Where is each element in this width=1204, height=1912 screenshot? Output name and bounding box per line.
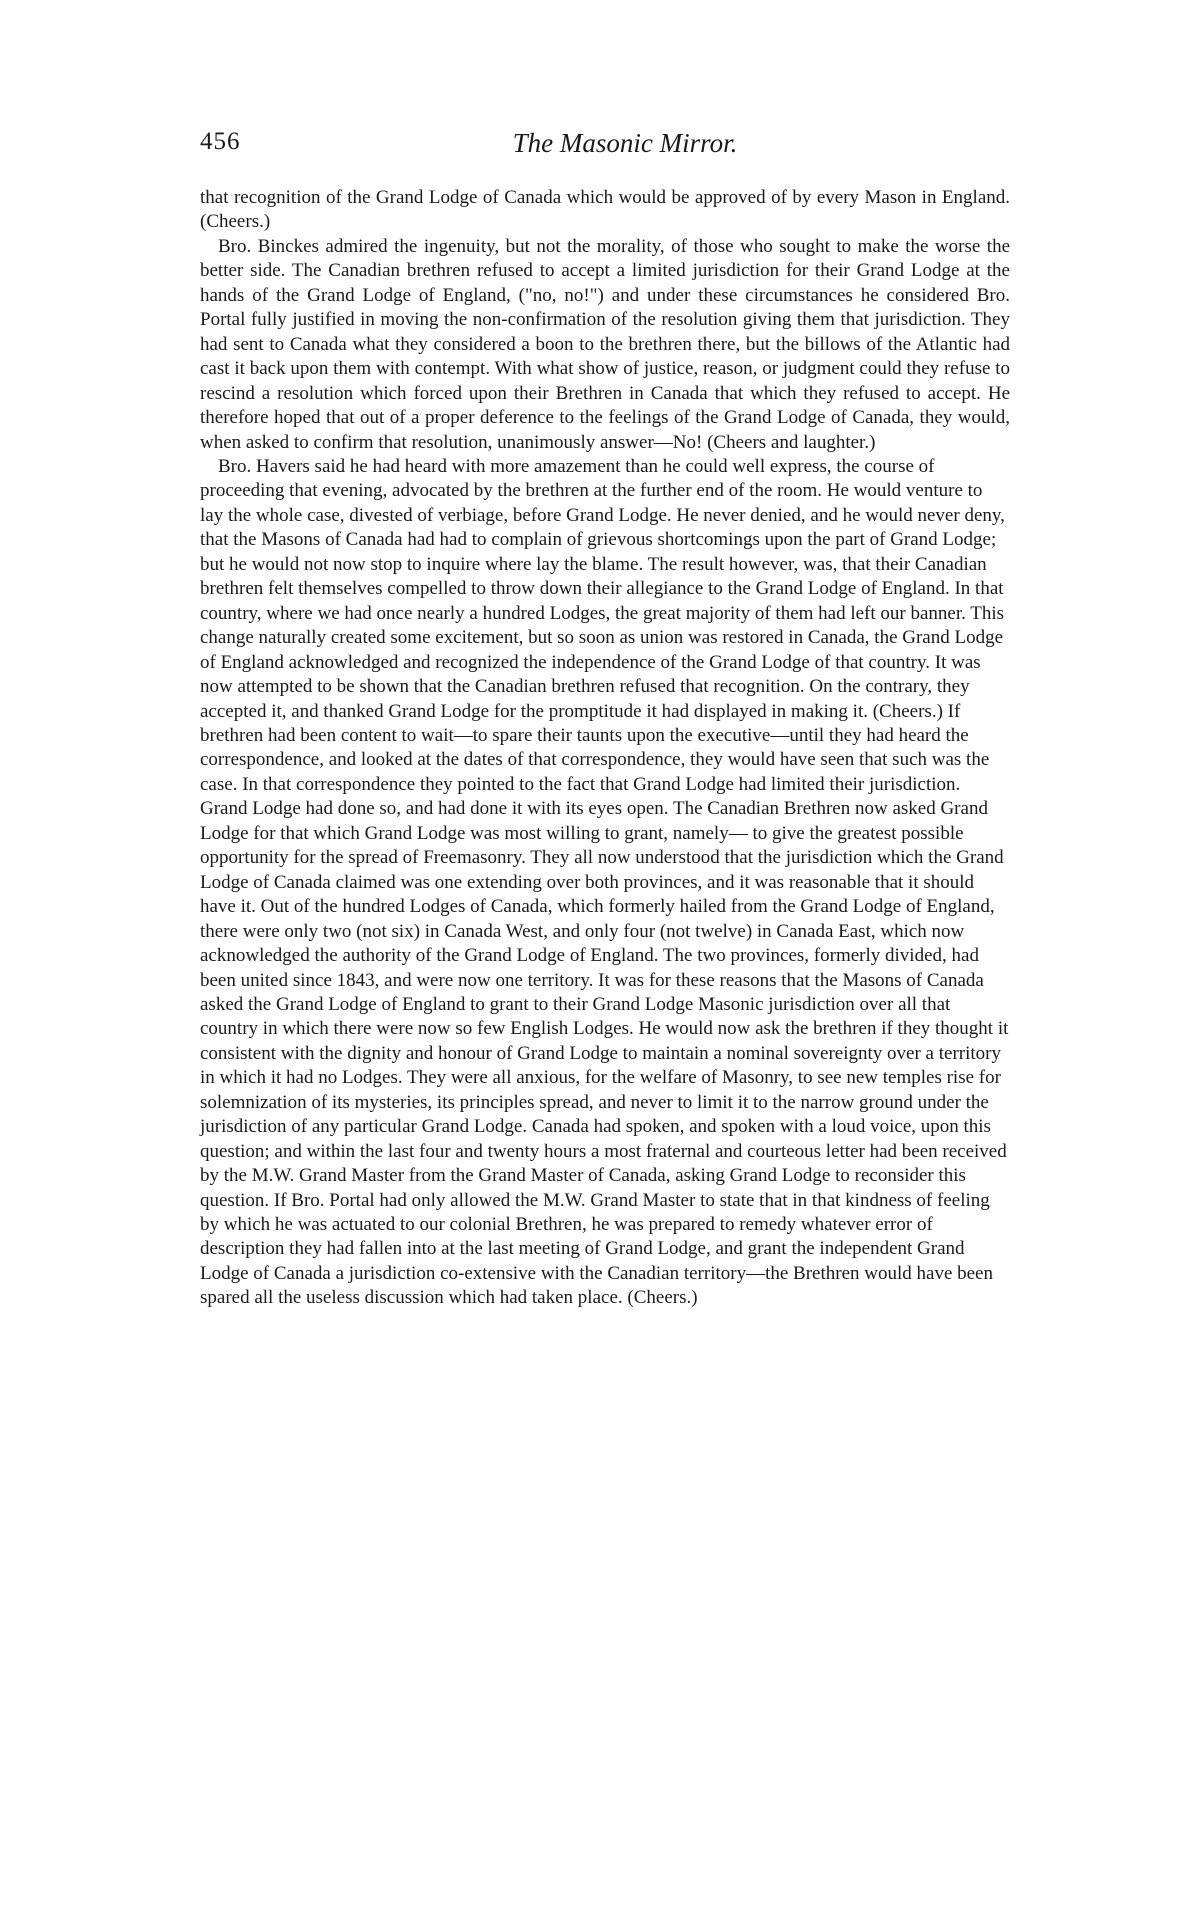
running-title: The Masonic Mirror.	[512, 128, 738, 158]
page-number: 456	[200, 128, 241, 155]
article-body	[200, 186, 1010, 1311]
paragraph-binckes: Bro. Binckes admired the ingenuity, but not the morality, of those who sought to make the worse the better side. The Canadian brethren refused to accept a limited jurisdiction for their Grand Lodge at the hands of the Grand Lodge of England, ("no, no!") and under these circumstances he considered Bro. Portal fully justified in moving the non-confirmation of the resolution giving them that jurisdiction. They had sent to Canada what they considered a boon to the brethren there, but the billows of the Atlantic had cast it back upon them with contempt. With what show of justice, reason, or judgment could they refuse to rescind a resolution which forced upon their Brethren in Canada that which they refused to accept. He therefore hoped that out of a proper deference to the feelings of the Grand Lodge of Canada, they would, when asked to confirm that resolution, unanimously answer—No! (Cheers and laughter.)	[200, 235, 1010, 453]
paragraph-havers: Bro. Havers said he had heard with more amazement than he could well express, the course of proceeding that evening, advocated by the brethren at the further end of the room. He would venture to lay the whole case, divested of verbiage, before Grand Lodge. He never denied, and he would never deny, that the Masons of Canada had had to complain of grievous shortcomings upon the part of Grand Lodge; but he would not now stop to inquire where lay the blame. The result however, was, that their Canadian brethren felt themselves compelled to throw down their allegiance to the Grand Lodge of England. In that country, where we had once nearly a hundred Lodges, the great majority of them had left our banner. This change naturally created some excitement, but so soon as union was restored in Canada, the Grand Lodge of England acknowledged and recognized the independence of the Grand Lodge of that country. It was now attempted to be shown that the Canadian brethren refused that recognition. On the contrary, they accepted it, and thanked Grand Lodge for the promptitude it had displayed in making it. (Cheers.) If brethren had been content to wait—to spare their taunts upon the executive—until they had heard the correspondence, and looked at the dates of that correspondence, they would have seen that such was the case. In that correspondence they pointed to the fact that Grand Lodge had limited their jurisdiction. Grand Lodge had done so, and had done it with its eyes open. The Canadian Brethren now asked Grand Lodge for that which Grand Lodge was most willing to grant, namely— to give the greatest possible opportunity for the spread of Freemasonry. They all now understood that the jurisdiction which the Grand Lodge of Canada claimed was one extending over both provinces, and it was reasonable that it should have it. Out of the hundred Lodges of Canada, which formerly hailed from the Grand Lodge of England, there were only two (not six) in Canada West, and only four (not twelve) in Canada East, which now acknowledged the authority of the Grand Lodge of England. The two provinces, formerly divided, had been united since 1843, and were now one territory. It was for these reasons that the Masons of Canada asked the Grand Lodge of England to grant to their Grand Lodge Masonic jurisdiction over all that country in which there were now so few English Lodges. He would now ask the brethren if they thought it consistent with the dignity and honour of Grand Lodge to maintain a nominal sovereignty over a territory in which it had no Lodges. They were all anxious, for the welfare of Masonry, to see new temples rise for solemnization of its mysteries, its principles spread, and never to limit it to the narrow ground under the jurisdiction of any particular Grand Lodge. Canada had spoken, and spoken with a loud voice, upon this question; and within the last four and twenty hours a most fraternal and courteous letter had been received by the M.W. Grand Master from the Grand Master of Canada, asking Grand Lodge to reconsider this question. If Bro. Portal had only allowed the M.W. Grand Master to state that in that kindness of feeling by which he was actuated to our colonial Brethren, he was prepared to remedy whatever error of description they had fallen into at the last meeting of Grand Lodge, and grant the independent Grand Lodge of Canada a jurisdiction co-extensive with the Canadian territory—the Brethren would have been spared all the useless discussion which had taken place. (Cheers.)	[200, 455, 1009, 1309]
page-header	[200, 128, 1010, 168]
paragraph-continuation: that recognition of the Grand Lodge of Canada which would be approved of by every Mason in England. (Cheers.)	[200, 187, 1010, 233]
